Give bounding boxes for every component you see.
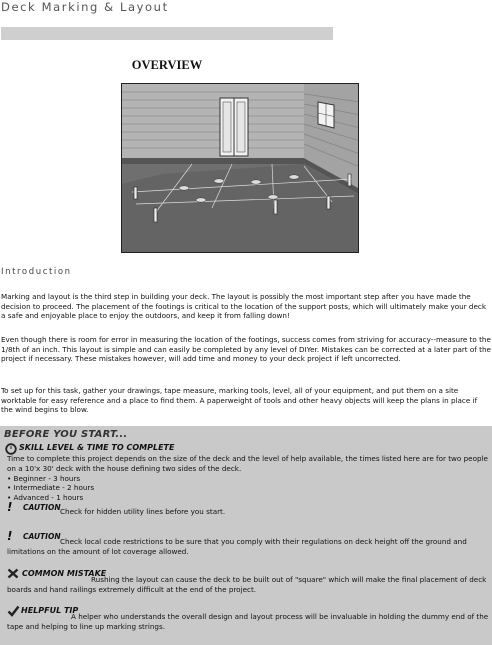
exclamation-icon: ! (7, 500, 13, 514)
before-you-start-box (0, 426, 492, 645)
intro-paragraph-3: To set up for this task, gather your drawings, tape measure, marking tools, level, all of your equipment, and put them on a site worktable for easy reference and a place to find them. A paperweight of tools and other heavy objects will keep the plans in place if the wind begins to blow. (1, 386, 478, 415)
common-mistake-label: COMMON MISTAKE (22, 569, 107, 578)
introduction-heading: Introduction (1, 267, 72, 277)
exclamation-icon: ! (7, 529, 13, 543)
level-intermediate: • Intermediate - 2 hours (7, 483, 95, 492)
deck-layout-illustration (121, 83, 359, 253)
caution-text-1: Check for hidden utility lines before you start. (60, 507, 226, 516)
page-title: Deck Marking & Layout (1, 0, 169, 14)
title-bar (1, 27, 333, 40)
helpful-tip-text: A helper who understands the overall design and layout process will be invaluable in holding the dummy end of the tape and helping to line up marking strings. (7, 612, 489, 631)
helpful-tip-label: HELPFUL TIP (21, 606, 79, 615)
skill-level-label: SKILL LEVEL & TIME TO COMPLETE (19, 443, 175, 452)
house-footings-drawing (122, 84, 359, 253)
caution-label-1: CAUTION (23, 503, 61, 512)
common-mistake-text: Rushing the layout can cause the deck to be built out of "square" which will make the final placement of deck boards and hand railings extremely difficult at the end of the project. (7, 575, 487, 594)
caution-label-2: CAUTION (23, 532, 61, 541)
caution-text-2: Check local code restrictions to be sure that you comply with their regulations on deck height off the ground and limitations on the amount of lot coverage allowed. (7, 537, 467, 556)
intro-paragraph-2: Even though there is room for error in measuring the location of the footings, success comes from striving for accuracy--measure to the 1/8th of an inch. This layout is simple and can easily be completed by any level of DIYer. Mistakes can be corrected at a later part of the project if necessary. These mistakes however, will add time and money to your deck project if left uncorrected. (1, 335, 491, 364)
intro-paragraph-1: Marking and layout is the third step in building your deck. The layout is possibly the most important step after you have made the decision to proceed. The placement of the footings is critical to the location of the support posts, which will ultimately make your deck a safe and enjoyable place to enjoy the outdoors, and keep it from falling down! (1, 292, 487, 321)
before-you-start-title: BEFORE YOU START... (4, 429, 128, 440)
overview-heading: OVERVIEW (131, 58, 203, 72)
level-beginner: • Beginner - 3 hours (7, 473, 81, 483)
level-advanced: • Advanced - 1 hours (7, 492, 84, 502)
skill-level-text: Time to complete this project depends on the size of the deck and the level of help available, the times listed here are for two people on a 10'x 30' deck with the house defining two sides of the deck. (7, 454, 488, 473)
